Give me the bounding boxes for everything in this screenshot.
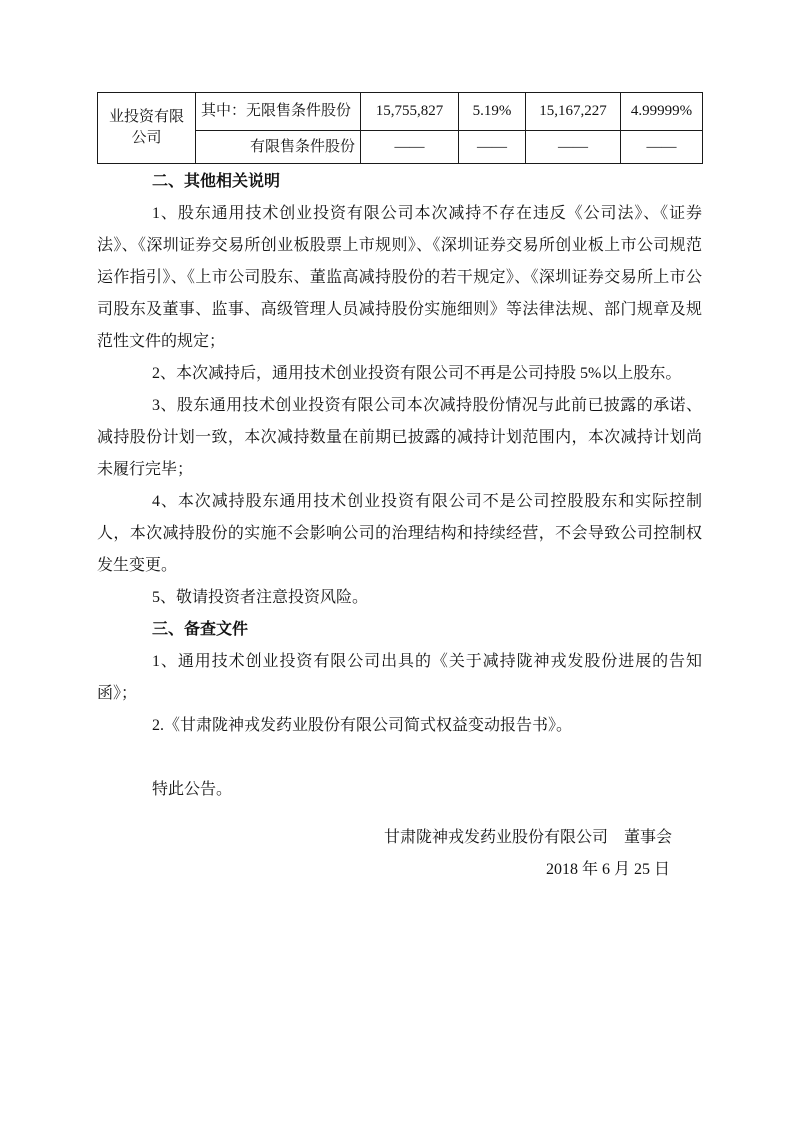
pct-before-cell: 5.19% (459, 93, 526, 131)
page-content (97, 92, 702, 886)
closing-line: 特此公告。 (152, 781, 233, 798)
pct-after-cell: 4.99999% (621, 93, 703, 131)
section-heading-reference-documents: 三、备查文件 (152, 621, 249, 638)
shares-before-cell: 15,755,827 (361, 93, 459, 131)
pct-before-cell: —— (459, 131, 526, 164)
paragraph: 2.《甘肃陇神戎发药业股份有限公司简式权益变动报告书》。 (152, 717, 573, 734)
paragraph: 1、股东通用技术创业投资有限公司本次减持不存在违反《公司法》、《证券法》、《深圳证券交易所创业板股票上市规则》、《深圳证券交易所创业板上市公司规范运作指引》、《上市公司股东、董监高减持股份的若干规定》、《深圳证券交易所上市公司股东及董事、监事、高级管理人员减持股份实施细则》等法律法规、部门规章及规范性文件的规定； (97, 205, 702, 350)
signature-company: 甘肃陇神戎发药业股份有限公司 董事会 (383, 829, 672, 846)
shares-table (97, 92, 703, 164)
table-row (98, 93, 703, 131)
paragraph: 1、通用技术创业投资有限公司出具的《关于减持陇神戎发股份进展的告知函》； (97, 653, 702, 702)
section-heading-other-notes: 二、其他相关说明 (152, 173, 281, 190)
paragraph: 2、本次减持后，通用技术创业投资有限公司不再是公司持股 5%以上股东。 (152, 365, 682, 382)
holder-name-cell: 业投资有限公司 (98, 93, 196, 164)
signature-date: 2018 年 6 月 25 日 (545, 861, 670, 878)
document-body (97, 166, 702, 886)
shares-after-cell: 15,167,227 (526, 93, 621, 131)
pct-after-cell: —— (621, 131, 703, 164)
share-type-cell: 有限售条件股份 (196, 131, 361, 164)
paragraph: 4、本次减持股东通用技术创业投资有限公司不是公司控股股东和实际控制人，本次减持股份的实施不会影响公司的治理结构和持续经营，不会导致公司控制权发生变更。 (97, 493, 702, 574)
paragraph: 3、股东通用技术创业投资有限公司本次减持股份情况与此前已披露的承诺、减持股份计划一致，本次减持数量在前期已披露的减持计划范围内，本次减持计划尚未履行完毕； (97, 397, 702, 478)
paragraph: 5、敬请投资者注意投资风险。 (152, 589, 369, 606)
share-type-cell: 其中：无限售条件股份 (196, 93, 361, 131)
shares-after-cell: —— (526, 131, 621, 164)
shares-before-cell: —— (361, 131, 459, 164)
